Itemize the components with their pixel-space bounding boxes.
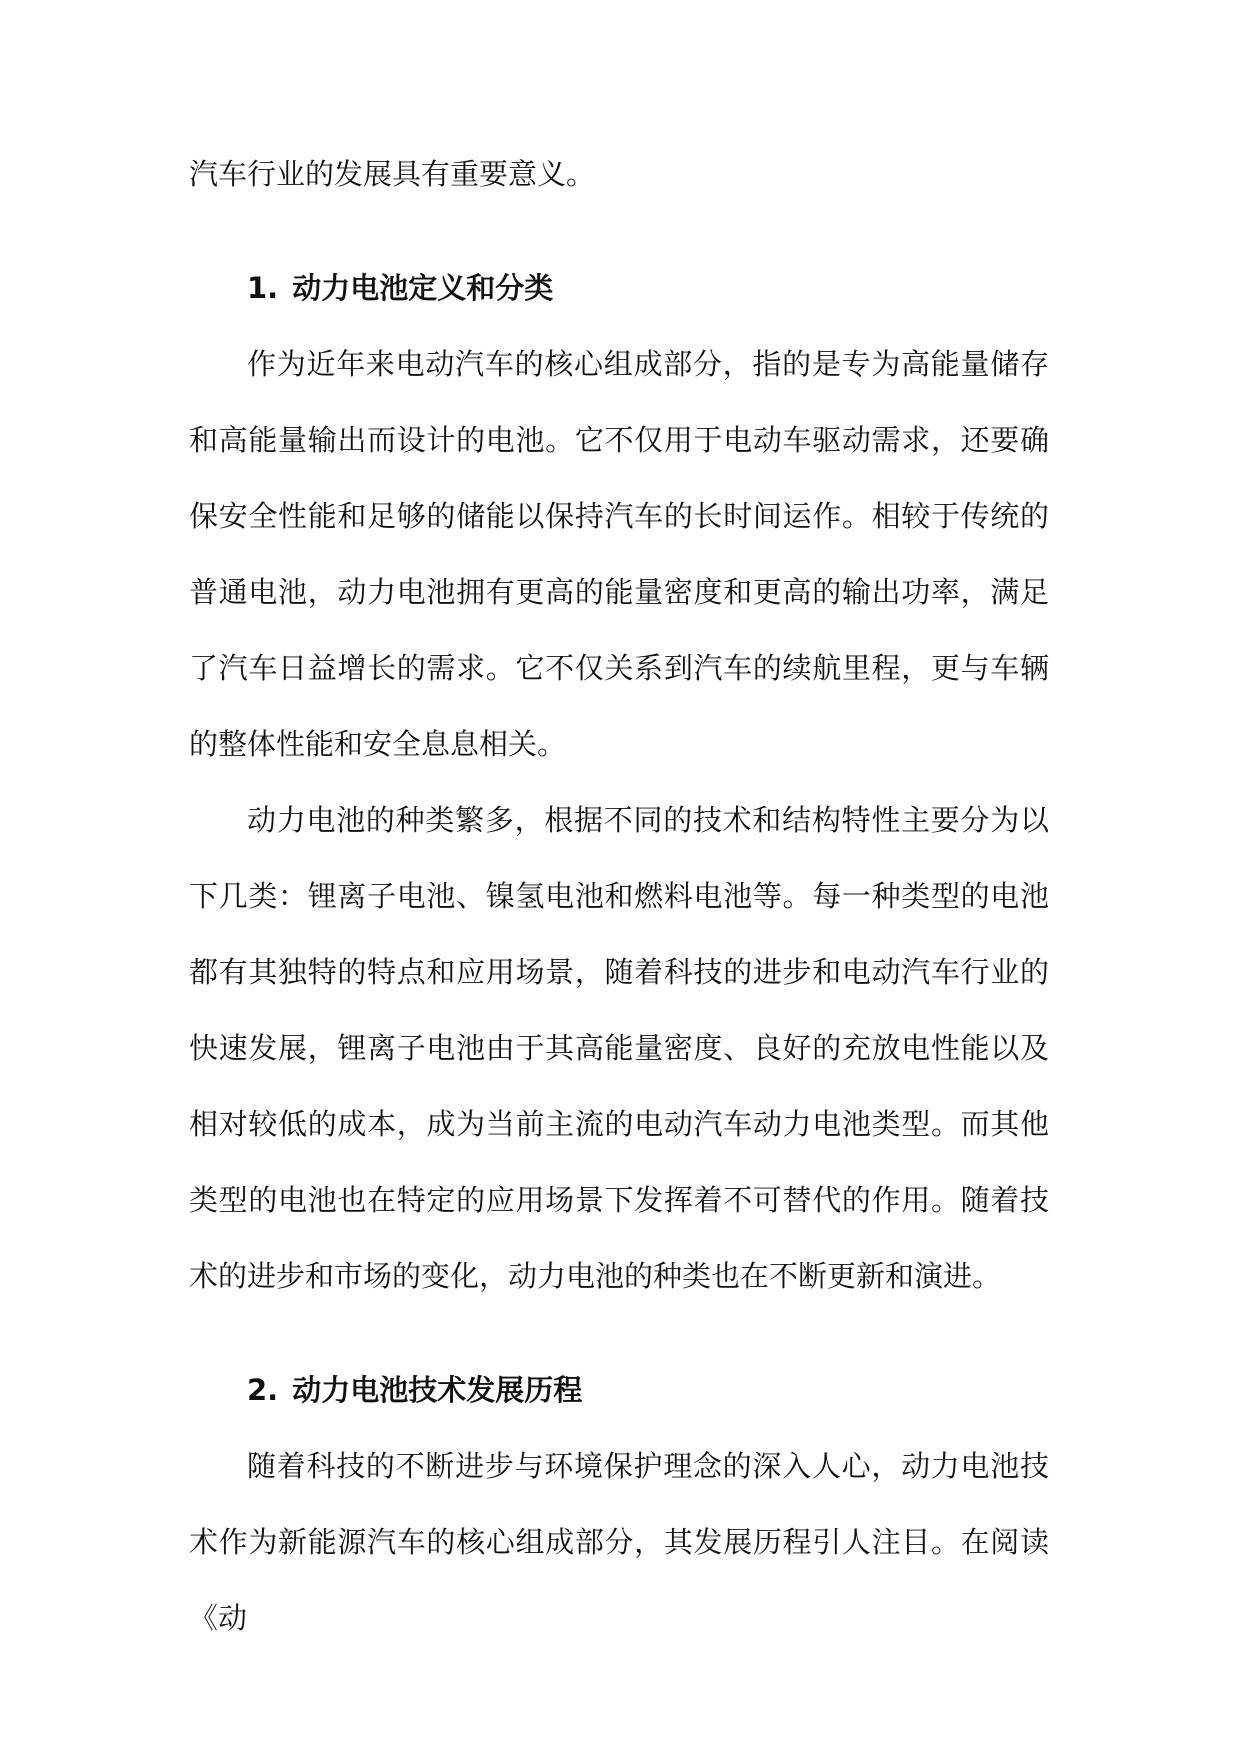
section-heading-2 <box>189 1352 1049 1428</box>
section-1-paragraph-1: 作为近年来电动汽车的核心组成部分，指的是专为高能量储存和高能量输出而设计的电池。它不仅用于电动车驱动需求，还要确保安全性能和足够的储能以保持汽车的长时间运作。相较于传统的普通电池，动力电池拥有更高的能量密度和更高的输出功率，满足了汽车日益增长的需求。它不仅关系到汽车的续航里程，更与车辆的整体性能和安全息息相关。 <box>189 347 1049 761</box>
section-title: 动力电池技术发展历程 <box>292 1373 583 1407</box>
section-number: 1. <box>247 271 279 305</box>
section-1-paragraph-2: 动力电池的种类繁多，根据不同的技术和结构特性主要分为以下几类：锂离子电池、镍氢电池和燃料电池等。每一种类型的电池都有其独特的特点和应用场景，随着科技的进步和电动汽车行业的快速发展，锂离子电池由于其高能量密度、良好的充放电性能以及相对较低的成本，成为当前主流的电动汽车动力电池类型。而其他类型的电池也在特定的应用场景下发挥着不可替代的作用。随着技术的进步和市场的变化，动力电池的种类也在不断更新和演进。 <box>189 803 1049 1293</box>
document-body <box>189 136 1049 1656</box>
section-gap <box>189 1314 1049 1352</box>
section-heading-1 <box>189 250 1049 326</box>
intro-paragraph-tail: 汽车行业的发展具有重要意义。 <box>189 157 596 191</box>
section-number: 2. <box>247 1373 279 1407</box>
section-gap <box>189 212 1049 250</box>
section-title: 动力电池定义和分类 <box>292 271 554 305</box>
section-2-paragraph-1: 随着科技的不断进步与环境保护理念的深入人心，动力电池技术作为新能源汽车的核心组成部分，其发展历程引人注目。在阅读《动 <box>189 1449 1049 1635</box>
